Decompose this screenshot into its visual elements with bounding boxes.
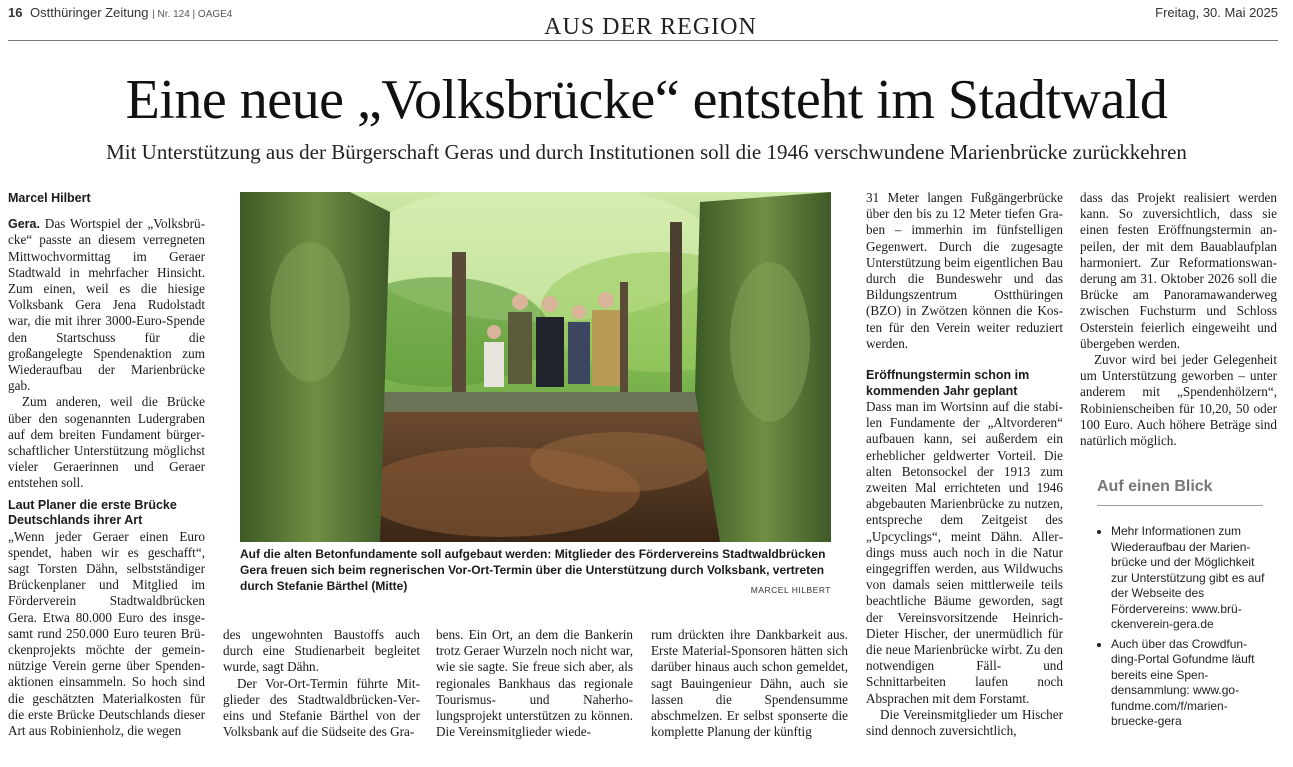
subheadline: Mit Unterstützung aus der Bürgerschaft Geras und durch Institutionen soll die 1946 verschwundene Marienbrücke zurückkehren bbox=[106, 140, 1187, 164]
paragraph: Zuvor wird bei jeder Gelegenheit um Unterstützung geworben – unter anderem mit „Spendenhölzern“, Robinienscheiben für 10,20, 50 oder 100 Euro. Auch höhere Beträge sind natürlich möglich. bbox=[1080, 352, 1277, 449]
paragraph-text: Das Wortspiel der „Volksbrücke“ passte an diesem verregneten Mittwochvormittag im Geraer Stadtwald in mehrfacher Hinsicht. Zum einen, weil es die hiesige Volksbank Gera Jena Rudolstadt war, die mit ihrer 3000-Euro-Spende den Startschuss für die großangelegte Spendenaktion zum Wiederaufbau der Marienbrücke gab. bbox=[8, 216, 205, 394]
page-number: 16 bbox=[8, 5, 23, 20]
issue-date: Freitag, 30. Mai 2025 bbox=[1155, 5, 1278, 20]
paragraph: „Wenn jeder Geraer einen Euro spendet, haben wir es geschafft“, sagt Torsten Dähn, selbstständiger Brückenplaner und Mitglied im Förderverein Stadtwaldbrücken Gera. Etwa 80.000 Euro des insgesamt rund 250.000 Euro teuren Brückenprojekts möchte der gemeinnützige Verein gerne über Spendenaktionen einsammeln. So hoch sind die geschätzten Materialkosten für die erste Brücke Deutschlands dieser Art aus Robinienholz, die wegen bbox=[8, 528, 205, 739]
list-item: • Auch über das Crowdfunding-Portal Gofundme läuft bereits eine Spendensammlung: www.gofundme.com/f/marienbruecke-gera bbox=[1111, 637, 1267, 730]
issue-number: | Nr. 124 | OAGE4 bbox=[152, 9, 233, 20]
paragraph: des ungewohnten Baustoffs auch durch eine Studienarbeit begleitet wurde, sagt Dähn. bbox=[223, 627, 420, 675]
info-box bbox=[1097, 478, 1267, 734]
header-rule bbox=[8, 40, 1278, 41]
paragraph bbox=[8, 216, 205, 394]
paragraph: 31 Meter langen Fußgängerbrücke über den bis zu 12 Meter tiefen Graben – immerhin im fünfstelligen Gegenwert. Durch die zugesagte Unterstützung beim eigentlichen Bau durch die Bundeswehr und das Bildungszentrum Ostthüringen (BZO) in Zwötzen können die Kosten für den Verein weiter reduziert werden. bbox=[866, 190, 1063, 351]
list-item: • Mehr Informationen zum Wiederaufbau der Marienbrücke und der Möglichkeit zur Unterstützung gibt es auf der Webseite des Fördervereins: www.brückenverein-gera.de bbox=[1111, 524, 1267, 633]
headline: Eine neue „Volksbrücke“ entsteht im Stadtwald bbox=[125, 69, 1168, 131]
info-box-list bbox=[1097, 524, 1267, 730]
paragraph: dass das Projekt realisiert werden kann. So zuversichtlich, dass sie einen festen Eröffnungstermin anpeilen, der mit dem Bauablaufplan harmoniert. Zur Reformationswanderung am 31. Oktober 2026 soll die Brücke am Panoramawanderweg zwischen Fuchsturm und Schloss Osterstein feierlich eingeweiht und übergeben werden. bbox=[1080, 190, 1277, 351]
paragraph: Dass man im Wortsinn auf die stabilen Fundamente der „Altvorderen“ aufbauen kann, sei außerdem ein erheblicher geldwerter Vorteil. Die alten Betonsockel der 1913 zum zweiten Mal errichteten und 1946 abgebauten Marienbrücke zu nutzen, entspreche dem Zeitgeist des „Upcyclings“, meint Dähn. Allerdings muss auch noch in die Natur eingegriffen werden, aus Wildwuchs von damals seien mittlerweile teils beachtliche Bäume geworden, sagt der Vereinsvorsitzende Heinrich-Dieter Hischer, der unermüdlich für die neue Marienbrücke wirbt. Zu den notwendigen Fäll- und Schnittarbeiten laufen noch Absprachen mit dem Forstamt. bbox=[866, 399, 1063, 706]
column-5 bbox=[866, 190, 1063, 739]
section-title: AUS DER REGION bbox=[544, 14, 757, 40]
subheading: Laut Planer die erste Brücke Deutschlands ihrer Art bbox=[8, 497, 177, 528]
paragraph: Die Vereinsmitglieder um Hischer sind dennoch zuversichtlich, bbox=[866, 706, 1063, 739]
caption-text: Auf die alten Betonfundamente soll aufgebaut werden: Mitglieder des Fördervereins Stadtwaldbrücken Gera freuen sich beim regnerischen Vor-Ort-Termin über die Unterstützung durch Volksbank, vertreten durch Stefanie Bärthel (Mitte) bbox=[240, 547, 826, 593]
paragraph: Der Vor-Ort-Termin führte Mitglieder des Stadtwaldbrücken-Vereins und Stefanie Bärthel von der Volksbank auf die Südseite des Gra- bbox=[223, 675, 420, 740]
forest-photo bbox=[240, 192, 831, 542]
photo-credit: MARCEL HILBERT bbox=[750, 585, 831, 595]
page-header bbox=[8, 3, 1278, 40]
column-2 bbox=[223, 627, 420, 740]
paragraph: rum drückten ihre Dankbarkeit aus. Erste Material-Sponsoren hätten sich darüber hinaus auch schon gemeldet, sagt Bauingenieur Dähn, auch sie lassen die Spendensumme abschmelzen. Er selbst sponserte die komplette Planung der künftig bbox=[651, 627, 848, 740]
article-photo bbox=[240, 192, 831, 542]
paragraph: Zum anderen, weil die Brücke über den sogenannten Ludergraben auf dem breiten Fundament bürgerschaftlicher Unterstützung möglichst vieler Geraerinnen und Geraer entstehen soll. bbox=[8, 394, 205, 491]
subheading: Eröffnungstermin schon im kommenden Jahr geplant bbox=[866, 368, 1030, 398]
paragraph: bens. Ein Ort, an dem die Bankerin trotz Geraer Wurzeln noch nicht war, wie sie sagte. Sie freue sich aber, als regionales Bankhaus das regionale Tourismus- und Naherholungsprojekt unterstützen zu können. Die Vereinsmitglieder wiede- bbox=[436, 627, 633, 740]
column-1 bbox=[8, 190, 205, 739]
info-box-title: Auf einen Blick bbox=[1097, 478, 1213, 495]
column-6 bbox=[1080, 190, 1277, 449]
info-box-rule bbox=[1097, 505, 1263, 506]
column-3 bbox=[436, 627, 633, 740]
paper-title: Ostthüringer Zeitung bbox=[30, 5, 149, 20]
author: Marcel Hilbert bbox=[8, 191, 91, 205]
dateline: Gera. bbox=[8, 217, 40, 232]
column-4 bbox=[651, 627, 848, 740]
photo-caption bbox=[240, 546, 831, 594]
